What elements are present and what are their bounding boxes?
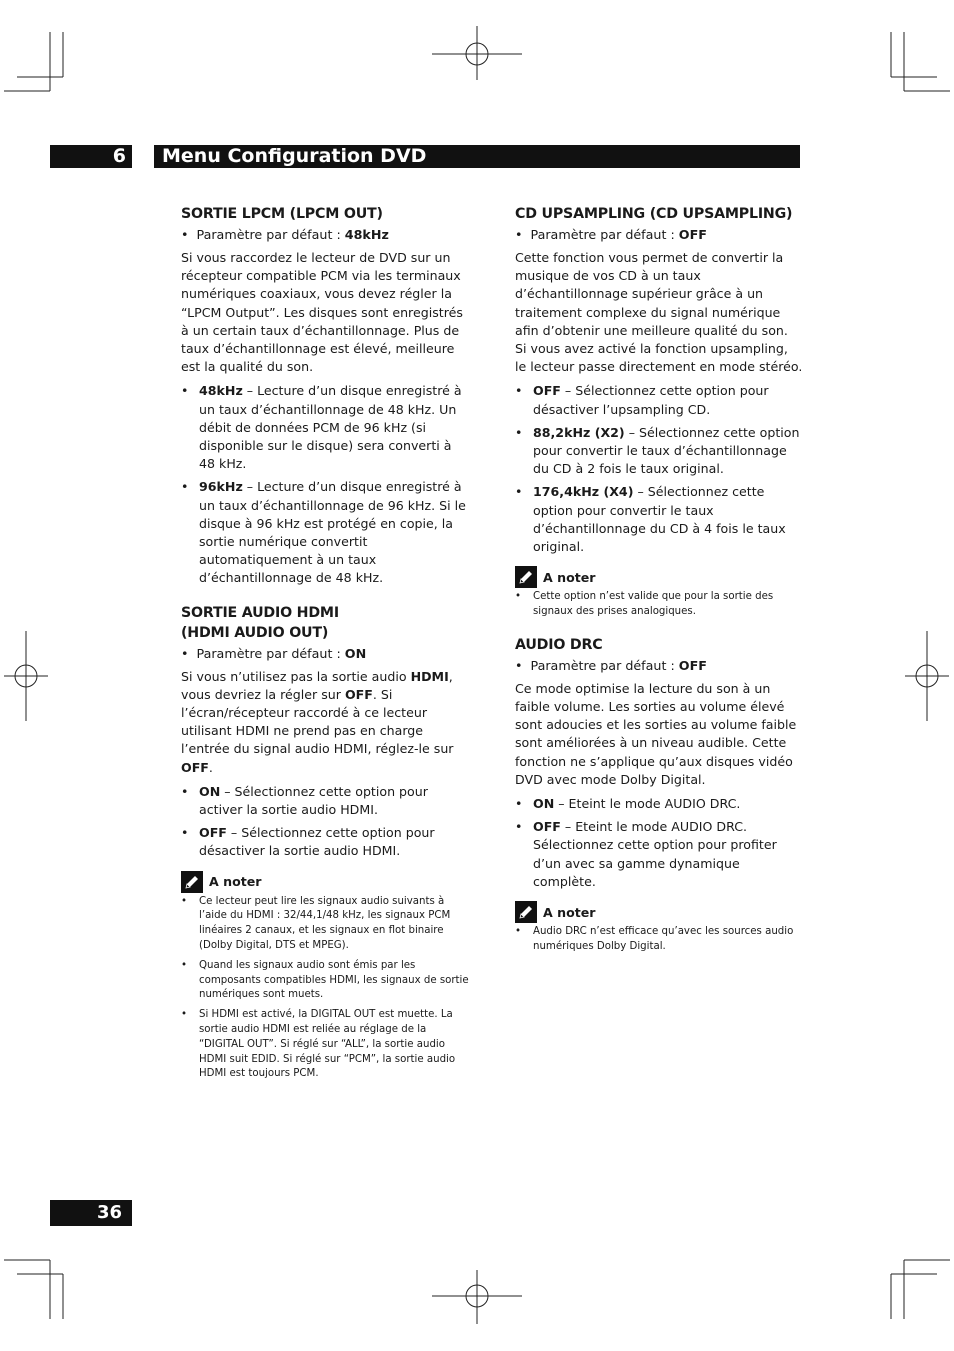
default-label: Paramètre par défaut : (196, 645, 345, 661)
option-name: OFF (533, 383, 561, 399)
cd-upsampling-notes (515, 590, 803, 620)
default-value: ON (344, 645, 367, 661)
hdmi-description (181, 668, 469, 777)
note-title: A noter (543, 904, 596, 920)
hdmi-note-heading (181, 871, 469, 893)
audio-drc-options (515, 795, 803, 891)
chapter-number: 6 (50, 145, 132, 168)
option-name: 88,2kHz (X2) (533, 424, 625, 440)
note-item: • Ce lecteur peut lire les signaux audio suivants à l’aide du HDMI : 32/44,1/48 kHz, les signaux PCM linéaires 2 canaux, et les signaux en flot binaire (Dolby Digital, DTS et MPEG). (181, 895, 469, 954)
audio-drc-section (515, 635, 803, 955)
option-name: ON (533, 796, 555, 812)
cd-upsampling-section (515, 204, 803, 620)
lpcm-default (181, 226, 469, 244)
option-item (181, 783, 469, 819)
note-item: • Quand les signaux audio sont émis par les composants compatibles HDMI, les signaux de sortie numériques sont muets. (181, 959, 469, 1003)
left-column (181, 204, 469, 1087)
desc-part: . (208, 759, 213, 775)
audio-drc-title: AUDIO DRC (515, 636, 603, 653)
option-text: – Lecture d’un disque enregistré à un taux d’échantillonnage de 48 kHz. Un débit de données PCM de 96 kHz (si disponible sur le disque) sera converti à 48 kHz. (199, 383, 462, 472)
option-item (515, 795, 803, 813)
option-text: – Sélectionnez cette option pour désactiver l’upsampling CD. (533, 383, 769, 417)
pencil-note-icon (515, 566, 537, 588)
chapter-title: Menu Configuration DVD (154, 145, 800, 168)
option-name: ON (199, 783, 221, 799)
pencil-note-icon (515, 901, 537, 923)
option-text: – Sélectionnez cette option pour convertir le taux d’échantillonnage du CD à 4 fois le taux original. (533, 484, 786, 555)
default-label: Paramètre par défaut : (530, 657, 679, 673)
hdmi-title (181, 603, 469, 643)
note-title: A noter (543, 569, 596, 585)
hdmi-notes (181, 895, 469, 1083)
option-text: – Eteint le mode AUDIO DRC. (554, 796, 741, 812)
option-text: – Sélectionnez cette option pour convertir le taux d’échantillonnage du CD à 2 fois le taux original. (533, 424, 800, 477)
option-item (181, 824, 469, 860)
default-value: OFF (678, 227, 707, 242)
option-item (515, 483, 803, 556)
lpcm-title: SORTIE LPCM (LPCM OUT) (181, 206, 383, 222)
option-item (181, 478, 469, 587)
option-item (181, 382, 469, 473)
cd-upsampling-title: CD UPSAMPLING (CD UPSAMPLING) (515, 206, 793, 222)
option-name: OFF (533, 819, 561, 835)
desc-bold: OFF (344, 686, 373, 702)
note-item: • Si HDMI est activé, la DIGITAL OUT est muette. La sortie audio HDMI est reliée au réglage de la “DIGITAL OUT”. Si réglé sur “ALL”, la sortie audio HDMI suit EDID. Si réglé sur “PCM”, la sortie audio HDMI est toujours PCM. (181, 1008, 469, 1082)
default-value: 48kHz (344, 227, 389, 242)
audio-drc-notes (515, 925, 803, 955)
audio-drc-note-heading (515, 901, 803, 923)
option-name: OFF (199, 825, 227, 841)
audio-drc-default (515, 657, 803, 675)
note-item: • Audio DRC n’est efficace qu’avec les sources audio numériques Dolby Digital. (515, 925, 803, 955)
default-label: Paramètre par défaut : (530, 227, 679, 242)
note-title: A noter (209, 874, 262, 890)
option-text: – Sélectionnez cette option pour activer la sortie audio HDMI. (199, 783, 428, 818)
right-column (515, 204, 803, 960)
desc-bold: HDMI (410, 668, 449, 684)
option-item (515, 424, 803, 479)
default-value: OFF (678, 657, 707, 673)
hdmi-title-line2: (HDMI AUDIO OUT) (181, 624, 329, 641)
audio-drc-description: Ce mode optimise la lecture du son à un faible volume. Les sorties au volume élevé sont adoucies et les sorties au volume faible sont améliorées à un niveau audible. Cette fonction ne s’applique qu’aux disques vidéo DVD avec mode Dolby Digital. (515, 680, 797, 787)
lpcm-section (181, 204, 469, 588)
page-number: 36 (50, 1200, 132, 1226)
cd-upsampling-default (515, 226, 803, 244)
lpcm-options (181, 382, 469, 587)
default-label: Paramètre par défaut : (196, 227, 345, 242)
option-name: 96kHz (199, 479, 243, 495)
cd-upsampling-note-heading (515, 566, 803, 588)
desc-part: , vous devriez la régler sur (181, 668, 453, 702)
hdmi-default (181, 645, 469, 663)
desc-part: Si vous n’utilisez pas la sortie audio (181, 668, 411, 684)
lpcm-description: Si vous raccordez le lecteur de DVD sur un récepteur compatible PCM via les terminaux numériques coaxiaux, vous devez régler la “LPCM Output”. Les disques sont enregistrés à un certain taux d’échantillonnage. Plus de taux d’échantillonnage est élevé, meilleure est la qualité du son. (181, 250, 463, 375)
hdmi-options (181, 783, 469, 861)
option-item (515, 818, 803, 891)
option-text: – Eteint le mode AUDIO DRC. Sélectionnez cette option pour profiter d’un avec sa gamme dynamique complète. (533, 819, 777, 889)
pencil-note-icon (181, 871, 203, 893)
desc-bold: OFF (181, 759, 209, 775)
option-text: – Sélectionnez cette option pour désactiver la sortie audio HDMI. (199, 825, 435, 859)
option-name: 176,4kHz (X4) (533, 484, 634, 500)
cd-upsampling-description: Cette fonction vous permet de convertir la musique de vos CD à un taux d’échantillonnage supérieur grâce à un traitement complexe du signal numérique afin d’obtenir une meilleure qualité du son. Si vous avez activé la fonction upsampling, le lecteur passe directement en mode stéréo. (515, 250, 803, 375)
hdmi-audio-section (181, 603, 469, 1083)
option-name: 48kHz (199, 383, 243, 399)
hdmi-title-line1: SORTIE AUDIO HDMI (181, 604, 339, 621)
note-item: • Cette option n’est valide que pour la sortie des signaux des prises analogiques. (515, 590, 803, 620)
desc-part: . Si l’écran/récepteur raccordé à ce lecteur utilisant HDMI ne prend pas en charge l’entrée du signal audio HDMI, réglez-le sur (181, 686, 454, 757)
option-item (515, 382, 803, 418)
option-text: – Lecture d’un disque enregistré à un taux d’échantillonnage de 96 kHz. Si le disque à 96 kHz est protégé en copie, la sortie numérique convertit automatiquement à un taux d’échantillonnage de 48 kHz. (199, 479, 466, 586)
cd-upsampling-options (515, 382, 803, 556)
